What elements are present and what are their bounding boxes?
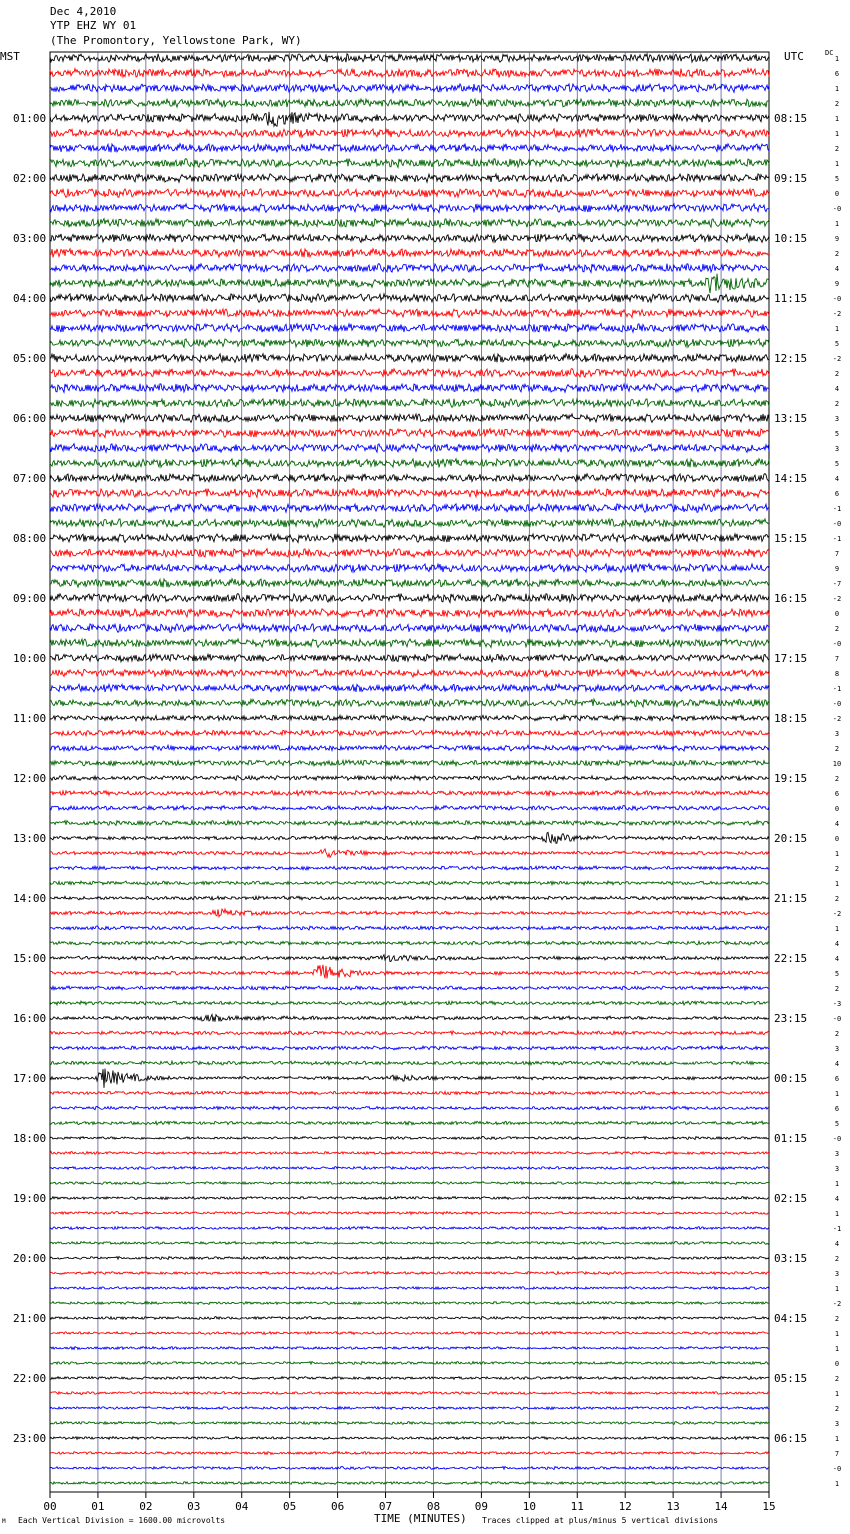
dc-offset-value: 2 (834, 985, 840, 993)
trace-row (50, 1347, 769, 1350)
trace-row (50, 324, 769, 333)
left-hour-label: 11:00 (13, 712, 47, 725)
footer-mark: M (2, 1518, 6, 1525)
trace-row (50, 639, 769, 648)
x-tick-label: 04 (235, 1500, 249, 1513)
trace-row (50, 849, 769, 858)
trace-row (50, 594, 769, 603)
left-hour-label: 04:00 (13, 292, 47, 305)
trace-row (50, 549, 769, 558)
trace-row (50, 1377, 769, 1380)
trace-row (50, 99, 769, 108)
dc-offset-value: 5 (834, 340, 840, 348)
left-hour-label: 14:00 (13, 892, 47, 905)
dc-offset-value: 2 (834, 250, 840, 258)
trace-row (50, 429, 769, 438)
dc-offset-value: 1 (834, 925, 840, 933)
dc-offset-value: 3 (834, 1045, 840, 1053)
dc-offset-value: -2 (832, 910, 842, 918)
x-tick-label: 11 (570, 1500, 584, 1513)
trace-row (50, 294, 769, 303)
trace-row (50, 219, 769, 228)
trace-row (50, 909, 769, 917)
left-hour-label: 19:00 (13, 1192, 47, 1205)
trace-row (50, 684, 769, 692)
dc-offset-value: -1 (832, 505, 842, 513)
right-hour-label: 23:15 (774, 1012, 808, 1025)
dc-offset-value: 5 (834, 175, 840, 183)
trace-row (50, 806, 769, 811)
dc-offset-value: 0 (834, 190, 840, 198)
vertical-scale-note: Each Vertical Division = 1600.00 microvolts (18, 1516, 226, 1525)
left-timezone-label: MST (0, 50, 20, 63)
right-hour-label: 03:15 (774, 1252, 808, 1265)
right-hour-label: 06:15 (774, 1432, 808, 1445)
left-hour-label: 12:00 (13, 772, 47, 785)
trace-row (50, 624, 769, 633)
trace-row (50, 1452, 769, 1455)
trace-row (50, 579, 769, 588)
trace-row (50, 144, 769, 153)
trace-row (50, 1001, 769, 1005)
dc-offset-value: 4 (834, 955, 840, 963)
trace-row (50, 159, 769, 168)
trace-row (50, 832, 769, 843)
dc-offset-value: -0 (832, 295, 842, 303)
dc-offset-value: 9 (834, 565, 840, 573)
dc-offset-value: 2 (834, 625, 840, 633)
dc-offset-value: 6 (834, 1105, 840, 1113)
dc-offset-value: 4 (834, 940, 840, 948)
station-code: YTP EHZ WY 01 (50, 19, 137, 32)
left-hour-label: 08:00 (13, 532, 47, 545)
trace-row (50, 745, 769, 751)
right-hour-label: 09:15 (774, 172, 808, 185)
left-hour-label: 03:00 (13, 232, 47, 245)
dc-offset-value: 0 (834, 1360, 840, 1368)
trace-row (50, 669, 769, 677)
right-hour-label: 13:15 (774, 412, 808, 425)
dc-offset-value: 1 (834, 115, 840, 123)
left-hour-label: 13:00 (13, 832, 47, 845)
trace-row (50, 174, 769, 182)
dc-offset-value: 5 (834, 430, 840, 438)
x-tick-label: 06 (330, 1500, 345, 1513)
dc-offset-value: 5 (834, 460, 840, 468)
x-tick-label: 05 (283, 1500, 297, 1513)
dc-offset-value: -0 (832, 205, 842, 213)
dc-offset-value: 2 (834, 895, 840, 903)
trace-row (50, 896, 769, 900)
right-hour-label: 16:15 (774, 592, 808, 605)
x-tick-label: 01 (91, 1500, 105, 1513)
dc-offset-value: 3 (834, 445, 840, 453)
dc-offset-value: 2 (834, 1375, 840, 1383)
dc-offset-value: 0 (834, 610, 840, 618)
trace-row (50, 384, 769, 393)
trace-row (50, 955, 769, 962)
right-hour-label: 04:15 (774, 1312, 808, 1325)
trace-row (50, 129, 769, 138)
trace-row (50, 699, 769, 707)
dc-offset-value: -7 (832, 580, 842, 588)
trace-row (50, 791, 769, 796)
dc-offset-value: 1 (834, 880, 840, 888)
dc-offset-value: 2 (834, 1255, 840, 1263)
dc-offset-value: 3 (834, 1420, 840, 1428)
trace-row (50, 1227, 769, 1230)
trace-row (50, 339, 769, 348)
dc-offset-value: 1 (834, 325, 840, 333)
station-location: (The Promontory, Yellowstone Park, WY) (50, 34, 302, 47)
dc-offset-value: 2 (834, 745, 840, 753)
trace-row (50, 1182, 769, 1185)
trace-row (50, 1302, 769, 1305)
trace-row (50, 965, 769, 979)
trace-row (50, 1287, 769, 1290)
dc-offset-value: 6 (834, 790, 840, 798)
trace-row (50, 941, 769, 945)
dc-offset-value: 7 (834, 550, 840, 558)
dc-offset-value: 1 (834, 1480, 840, 1488)
dc-offset-value: 2 (834, 1030, 840, 1038)
left-hour-label: 06:00 (13, 412, 47, 425)
dc-offset-value: 4 (834, 385, 840, 393)
x-tick-label: 09 (474, 1500, 489, 1513)
right-hour-label: 02:15 (774, 1192, 808, 1205)
right-hour-label: 00:15 (774, 1072, 808, 1085)
dc-offset-value: 2 (834, 1315, 840, 1323)
trace-row (50, 54, 769, 63)
left-hour-label: 20:00 (13, 1252, 47, 1265)
right-hour-label: 17:15 (774, 652, 808, 665)
trace-row (50, 1167, 769, 1170)
trace-row (50, 926, 769, 930)
trace-row (50, 84, 769, 92)
trace-row (50, 414, 769, 422)
dc-offset-value: -1 (832, 1225, 842, 1233)
dc-offset-value: 1 (834, 1345, 840, 1353)
trace-row (50, 1061, 769, 1065)
trace-row (50, 1121, 769, 1125)
dc-offset-value: 1 (834, 55, 840, 63)
trace-row (50, 112, 769, 126)
dc-offset-value: -2 (832, 595, 842, 603)
dc-offset-value: 4 (834, 1060, 840, 1068)
left-hour-label: 09:00 (13, 592, 47, 605)
dc-offset-header: DC (825, 49, 834, 57)
dc-offset-value: 1 (834, 1435, 840, 1443)
left-hour-label: 23:00 (13, 1432, 47, 1445)
dc-offset-value: 3 (834, 1270, 840, 1278)
x-tick-label: 03 (187, 1500, 201, 1513)
trace-row (50, 1031, 769, 1035)
trace-row (50, 1332, 769, 1335)
right-hour-label: 15:15 (774, 532, 808, 545)
trace-row (50, 986, 769, 990)
dc-offset-value: 3 (834, 415, 840, 423)
trace-row (50, 1392, 769, 1395)
dc-offset-value: 0 (834, 835, 840, 843)
trace-row (50, 1317, 769, 1320)
left-hour-label: 15:00 (13, 952, 47, 965)
trace-row (50, 234, 769, 243)
trace-row (50, 504, 769, 513)
trace-row (50, 309, 769, 318)
right-hour-label: 19:15 (774, 772, 808, 785)
dc-offset-value: 3 (834, 1165, 840, 1173)
dc-offset-value: 4 (834, 475, 840, 483)
trace-row (50, 274, 769, 293)
dc-offset-value: 9 (834, 235, 840, 243)
trace-row (50, 1422, 769, 1425)
dc-offset-value: -0 (832, 1135, 842, 1143)
dc-offset-value: 2 (834, 400, 840, 408)
right-hour-label: 01:15 (774, 1132, 808, 1145)
trace-row (50, 459, 769, 468)
dc-offset-value: -2 (832, 355, 842, 363)
trace-row (50, 534, 769, 543)
trace-row (50, 1015, 769, 1022)
dc-offset-value: -0 (832, 1015, 842, 1023)
left-hour-label: 18:00 (13, 1132, 47, 1145)
trace-row (50, 369, 769, 378)
dc-offset-value: 3 (834, 1150, 840, 1158)
trace-row (50, 730, 769, 736)
dc-offset-value: 4 (834, 1195, 840, 1203)
dc-offset-value: -0 (832, 1465, 842, 1473)
trace-row (50, 1046, 769, 1050)
left-hour-label: 01:00 (13, 112, 47, 125)
trace-row (50, 1272, 769, 1275)
trace-row (50, 264, 769, 273)
trace-row (50, 1212, 769, 1215)
trace-row (50, 249, 769, 258)
dc-offset-value: 2 (834, 775, 840, 783)
left-hour-label: 07:00 (13, 472, 47, 485)
left-hour-label: 02:00 (13, 172, 47, 185)
dc-offset-value: 4 (834, 265, 840, 273)
dc-offset-value: -1 (832, 535, 842, 543)
dc-offset-value: 2 (834, 1405, 840, 1413)
dc-offset-value: 4 (834, 820, 840, 828)
dc-offset-value: 6 (834, 490, 840, 498)
dc-offset-value: -0 (832, 700, 842, 708)
dc-offset-value: 9 (834, 280, 840, 288)
dc-offset-value: -2 (832, 1300, 842, 1308)
trace-row (50, 654, 769, 662)
dc-offset-value: 1 (834, 130, 840, 138)
x-tick-label: 13 (666, 1500, 680, 1513)
right-hour-label: 12:15 (774, 352, 808, 365)
dc-offset-value: 1 (834, 160, 840, 168)
dc-offset-value: 6 (834, 1075, 840, 1083)
x-tick-label: 14 (714, 1500, 728, 1513)
dc-offset-value: 1 (834, 1285, 840, 1293)
left-hour-label: 16:00 (13, 1012, 47, 1025)
left-hour-label: 05:00 (13, 352, 47, 365)
trace-row (50, 1242, 769, 1245)
dc-offset-value: -1 (832, 685, 842, 693)
dc-offset-value: 5 (834, 970, 840, 978)
trace-row (50, 866, 769, 870)
trace-row (50, 204, 769, 213)
x-tick-label: 00 (43, 1500, 57, 1513)
trace-row (50, 519, 769, 527)
right-hour-label: 11:15 (774, 292, 808, 305)
dc-offset-value: 1 (834, 1390, 840, 1398)
trace-row (50, 1069, 769, 1088)
x-axis-label: TIME (MINUTES) (374, 1512, 467, 1525)
dc-offset-value: 1 (834, 1210, 840, 1218)
right-timezone-label: UTC (784, 50, 804, 63)
trace-row (50, 821, 769, 826)
left-hour-label: 17:00 (13, 1072, 47, 1085)
right-hour-label: 20:15 (774, 832, 808, 845)
x-tick-label: 12 (618, 1500, 632, 1513)
dc-offset-value: 1 (834, 1330, 840, 1338)
trace-row (50, 1257, 769, 1260)
right-hour-label: 22:15 (774, 952, 808, 965)
trace-row (50, 1467, 769, 1470)
trace-row (50, 609, 769, 617)
trace-row (50, 1106, 769, 1109)
x-tick-label: 02 (139, 1500, 153, 1513)
trace-row (50, 1482, 769, 1485)
trace-row (50, 715, 769, 721)
x-tick-label: 15 (762, 1500, 776, 1513)
dc-offset-value: 2 (834, 100, 840, 108)
x-tick-label: 07 (378, 1500, 393, 1513)
trace-row (50, 1152, 769, 1155)
x-tick-label: 10 (522, 1500, 536, 1513)
left-hour-label: 22:00 (13, 1372, 47, 1385)
trace-row (50, 1362, 769, 1365)
dc-offset-value: 3 (834, 730, 840, 738)
right-hour-label: 18:15 (774, 712, 808, 725)
dc-offset-value: 7 (834, 1450, 840, 1458)
trace-row (50, 1091, 769, 1094)
plot-date: Dec 4,2010 (50, 5, 117, 18)
dc-offset-value: 4 (834, 1240, 840, 1248)
trace-row (50, 399, 769, 408)
right-hour-label: 10:15 (774, 232, 808, 245)
dc-offset-value: 1 (834, 220, 840, 228)
trace-row (50, 189, 769, 198)
right-hour-label: 21:15 (774, 892, 808, 905)
dc-offset-value: -0 (832, 520, 842, 528)
dc-offset-value: 0 (834, 805, 840, 813)
trace-row (50, 881, 769, 885)
trace-row (50, 1137, 769, 1140)
dc-offset-value: -3 (832, 1000, 842, 1008)
trace-row (50, 564, 769, 573)
dc-offset-value: 1 (834, 85, 840, 93)
trace-row (50, 1407, 769, 1410)
dc-offset-value: 6 (834, 70, 840, 78)
trace-row (50, 444, 769, 453)
dc-offset-value: 2 (834, 370, 840, 378)
dc-offset-value: 7 (834, 655, 840, 663)
trace-row (50, 1437, 769, 1440)
dc-offset-value: 1 (834, 1180, 840, 1188)
dc-offset-value: 1 (834, 850, 840, 858)
trace-row (50, 489, 769, 498)
dc-offset-value: 8 (834, 670, 840, 678)
left-hour-label: 21:00 (13, 1312, 47, 1325)
dc-offset-value: 2 (834, 865, 840, 873)
dc-offset-value: 10 (832, 760, 842, 768)
trace-row (50, 760, 769, 766)
right-hour-label: 05:15 (774, 1372, 808, 1385)
right-hour-label: 14:15 (774, 472, 808, 485)
trace-row (50, 1197, 769, 1200)
right-hour-label: 08:15 (774, 112, 808, 125)
dc-offset-value: -0 (832, 640, 842, 648)
dc-offset-value: 2 (834, 145, 840, 153)
dc-offset-value: 5 (834, 1120, 840, 1128)
clipping-note: Traces clipped at plus/minus 5 vertical divisions (482, 1516, 719, 1525)
trace-row (50, 354, 769, 363)
dc-offset-value: -2 (832, 310, 842, 318)
trace-row (50, 69, 769, 78)
x-tick-label: 08 (426, 1500, 441, 1513)
left-hour-label: 10:00 (13, 652, 47, 665)
dc-offset-value: 1 (834, 1090, 840, 1098)
trace-row (50, 776, 769, 781)
dc-offset-value: -2 (832, 715, 842, 723)
trace-row (50, 474, 769, 482)
